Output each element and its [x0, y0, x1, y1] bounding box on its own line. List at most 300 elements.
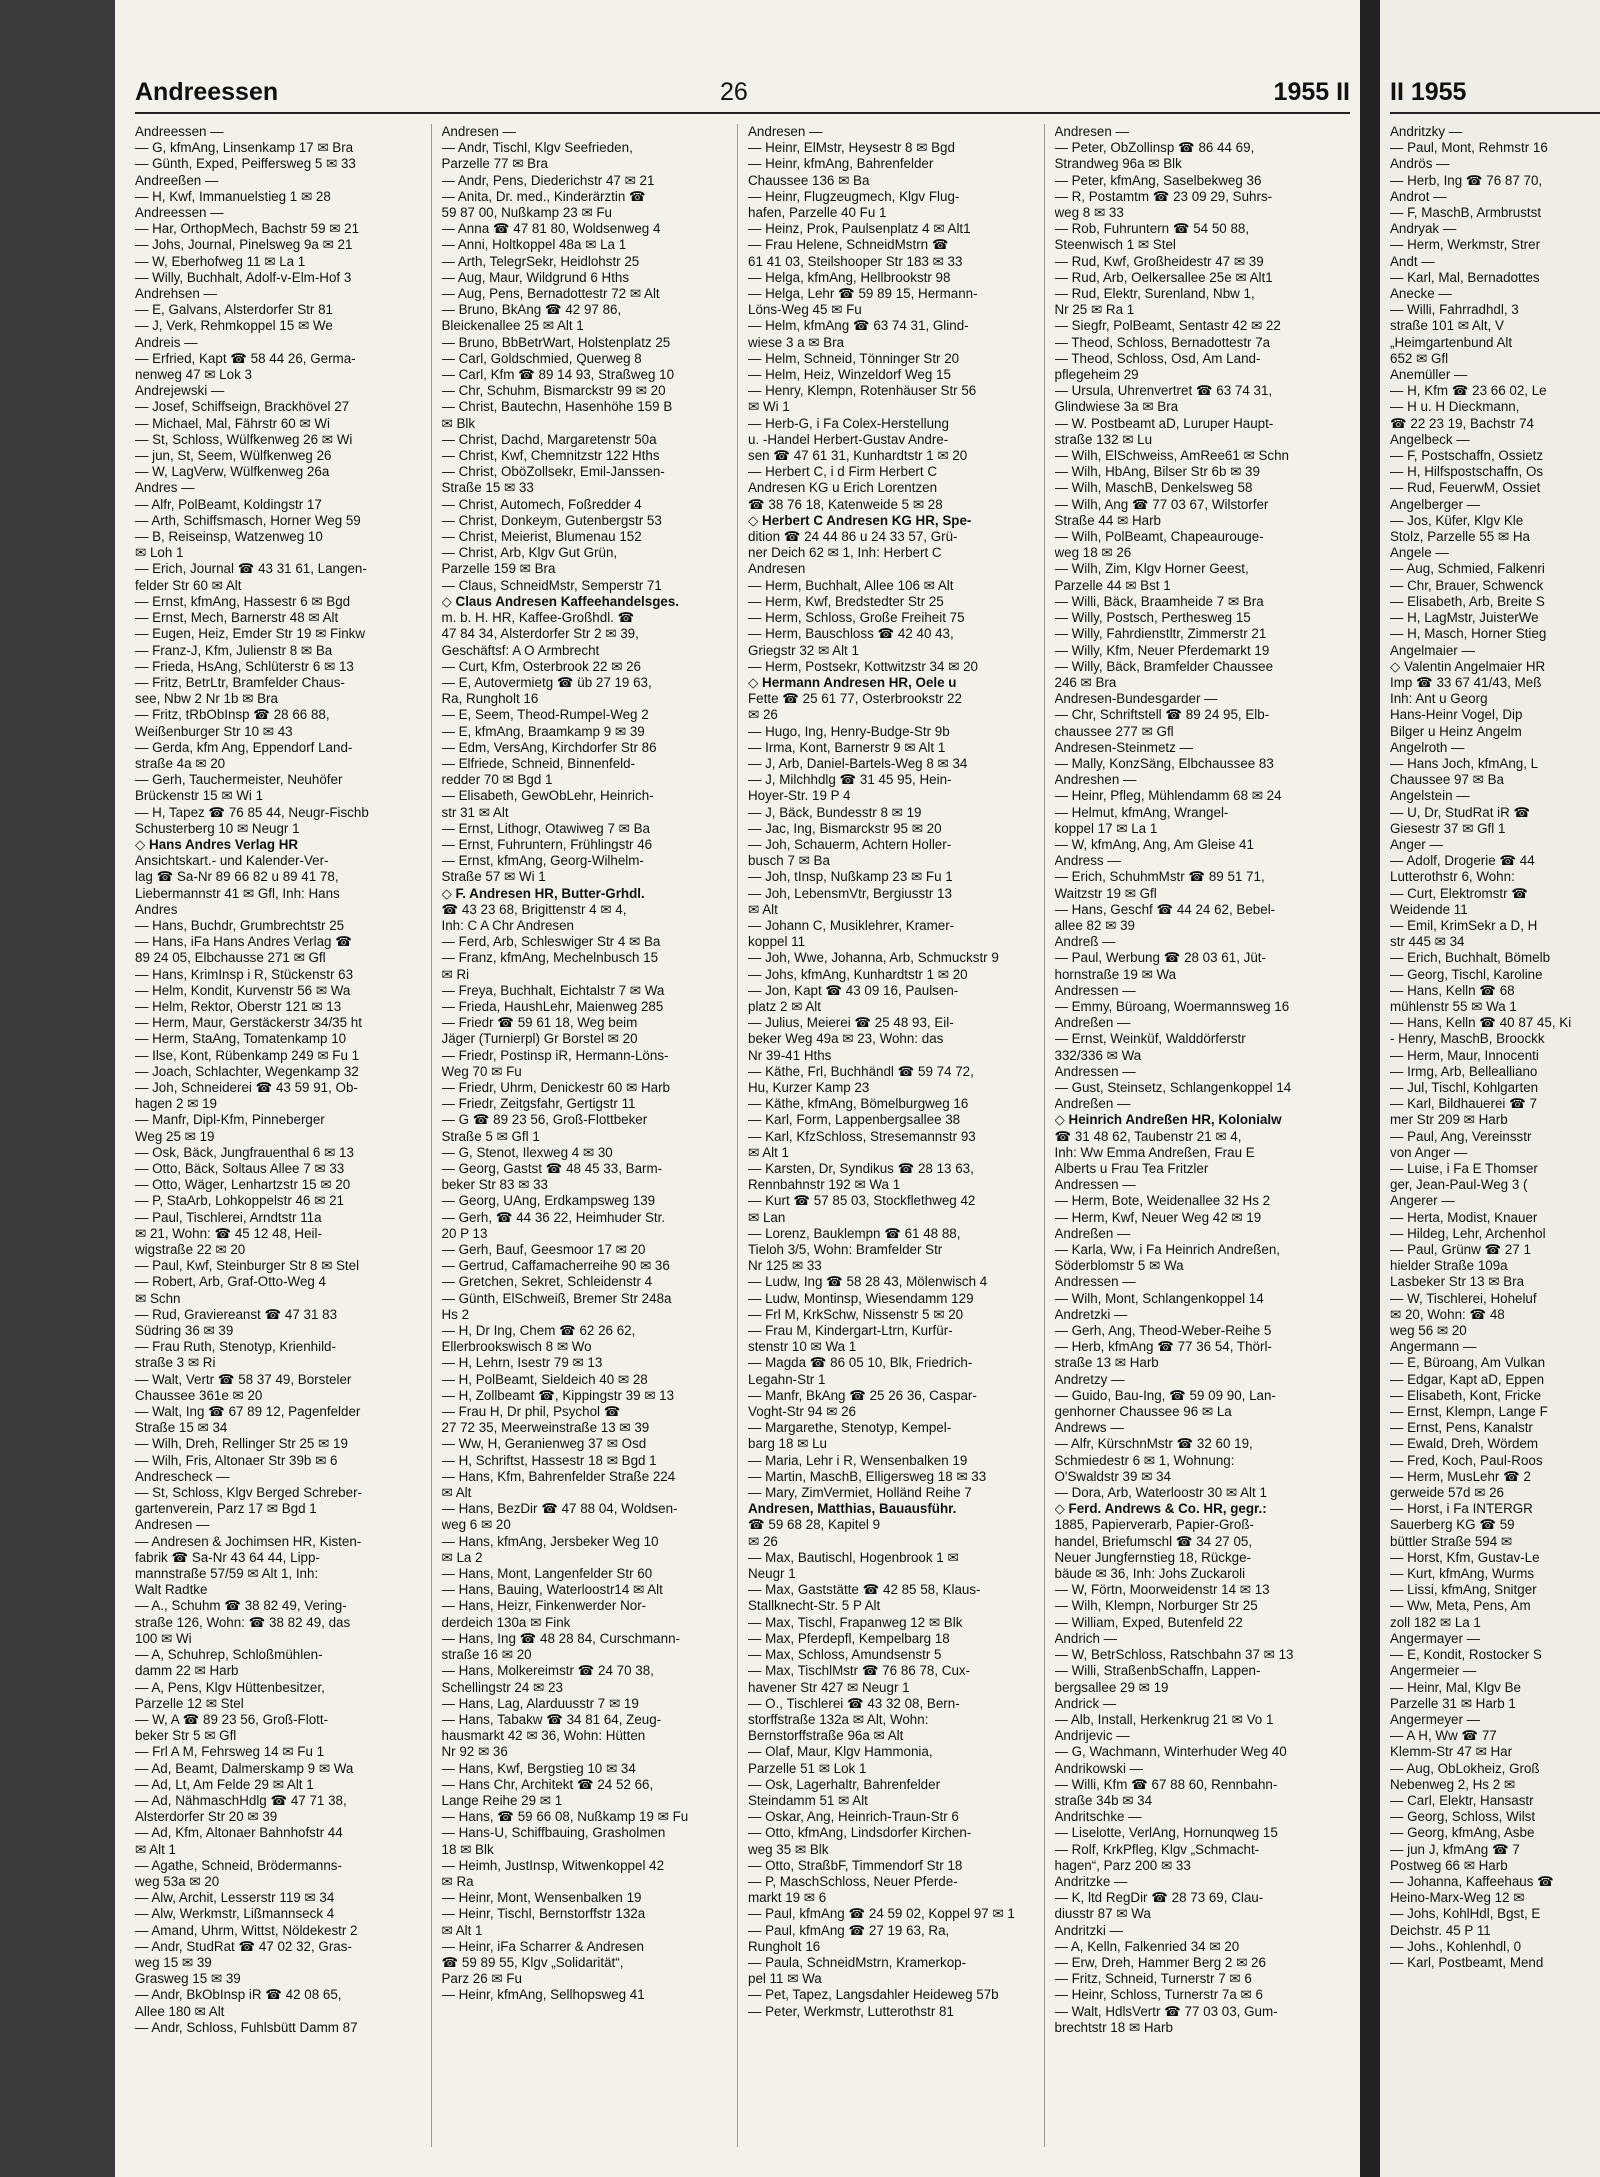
- directory-entry: gerweide 57d ✉ 26: [1390, 1485, 1504, 1501]
- directory-entry: Angele —: [1390, 545, 1449, 561]
- directory-entry: — Bruno, BbBetrWart, Holstenplatz 25: [441, 334, 671, 350]
- directory-entry: — Max, Pferdepfl, Kempelbarg 18: [748, 1630, 950, 1646]
- directory-entry: Hu, Kurzer Kamp 23: [748, 1079, 870, 1095]
- directory-entry: — Josef, Schiffseign, Brackhövel 27: [135, 399, 350, 415]
- directory-entry: — E, Seem, Theod-Rumpel-Weg 2: [441, 707, 649, 723]
- directory-entry: — Fritz, Schneid, Turnerstr 7 ✉ 6: [1054, 1971, 1252, 1987]
- directory-entry: Andresen: [748, 561, 806, 577]
- directory-entry: — Herb, kfmAng ☎ 77 36 54, Thörl-: [1054, 1339, 1272, 1355]
- directory-entry: — Willi, StraßenbSchaffn, Lappen-: [1054, 1663, 1261, 1679]
- directory-entry: Andreessen —: [135, 205, 224, 221]
- directory-entry: dition ☎ 24 44 86 u 24 33 57, Grü-: [748, 529, 958, 545]
- directory-entry: — Paula, SchneidMstrn, Kramerkop-: [748, 1954, 967, 1970]
- directory-entry: — Gerh, ☎ 44 36 22, Heimhuder Str.: [441, 1209, 666, 1225]
- directory-entry: — Chr, Schriftstell ☎ 89 24 95, Elb-: [1054, 707, 1270, 723]
- directory-entry: Lange Reihe 29 ✉ 1: [441, 1792, 563, 1808]
- directory-entry: Südring 36 ✉ 39: [135, 1323, 234, 1339]
- directory-entry: — Curt, Elektromstr ☎: [1390, 885, 1528, 901]
- directory-entry: — Herm, Buchhalt, Allee 106 ✉ Alt: [748, 577, 954, 593]
- directory-entry: Parzelle 31 ✉ Harb 1: [1390, 1695, 1516, 1711]
- directory-entry: — Heinr, kfmAng, Sellhopsweg 41: [441, 1987, 645, 2003]
- directory-entry: — Johann C, Musiklehrer, Kramer-: [748, 917, 955, 933]
- directory-entry: Nr 25 ✉ Ra 1: [1054, 302, 1135, 318]
- directory-entry: — Hans Joch, kfmAng, L: [1390, 755, 1539, 771]
- directory-entry: — Anni, Holtkoppel 48a ✉ La 1: [441, 237, 627, 253]
- directory-entry: Andresen-Steinmetz —: [1054, 739, 1193, 755]
- directory-entry: — Olaf, Maur, Klgv Hammonia,: [748, 1744, 933, 1760]
- directory-entry: — Maria, Lehr i R, Wensenbalken 19: [748, 1452, 968, 1468]
- directory-entry: Weg 70 ✉ Fu: [441, 1063, 522, 1079]
- directory-entry: ✉ 20, Wohn: ☎ 48: [1390, 1306, 1505, 1322]
- directory-entry: — Georg, Schloss, Wilst: [1390, 1809, 1536, 1825]
- directory-entry: — W, kfmAng, Ang, Am Gleise 41: [1054, 836, 1254, 852]
- directory-entry: derdeich 130a ✉ Fink: [441, 1614, 571, 1630]
- directory-entry: Anger —: [1390, 836, 1443, 852]
- directory-entry: — H, PolBeamt, Sieldeich 40 ✉ 28: [441, 1371, 648, 1387]
- directory-entry: 332/336 ✉ Wa: [1054, 1047, 1142, 1063]
- directory-entry: — Christ, Arb, Klgv Gut Grün,: [441, 545, 618, 561]
- directory-entry: — Frl A M, Fehrsweg 14 ✉ Fu 1: [135, 1744, 325, 1760]
- directory-entry: — Edgar, Kapt aD, Eppen: [1390, 1371, 1545, 1387]
- directory-entry: — Herm, Werkmstr, Strer: [1390, 237, 1541, 253]
- directory-entry: — Margarethe, Stenotyp, Kempel-: [748, 1420, 952, 1436]
- directory-entry: Andreßen —: [1054, 1225, 1131, 1241]
- directory-entry: 27 72 35, Meerweinstraße 13 ✉ 39: [441, 1420, 650, 1436]
- directory-entry: — Willi, Fahrradhdl, 3: [1390, 302, 1519, 318]
- directory-entry: — Heinr, Pfleg, Mühlendamm 68 ✉ 24: [1054, 788, 1282, 804]
- directory-entry: weg 35 ✉ Blk: [748, 1841, 829, 1857]
- directory-entry: — Hans, Heizr, Finkenwerder Nor-: [441, 1598, 647, 1614]
- directory-entry: 61 41 03, Steilshooper Str 183 ✉ 33: [748, 253, 963, 269]
- directory-entry: — H, Zollbeamt ☎, Kippingstr 39 ✉ 13: [441, 1387, 675, 1403]
- directory-entry: — Friedr ☎ 59 61 18, Weg beim: [441, 1015, 638, 1031]
- directory-entry: Andres: [135, 901, 178, 917]
- directory-entry: — Käthe, Frl, Buchhändl ☎ 59 74 72,: [748, 1063, 974, 1079]
- directory-entry: ger, Jean-Paul-Weg 3 (: [1390, 1177, 1528, 1193]
- directory-entry: Heino-Marx-Weg 12 ✉: [1390, 1890, 1525, 1906]
- directory-entry: stenstr 10 ✉ Wa 1: [748, 1339, 857, 1355]
- directory-entry: — W, BetrSchloss, Ratschbahn 37 ✉ 13: [1054, 1647, 1294, 1663]
- directory-entry: Parz 26 ✉ Fu: [441, 1971, 522, 1987]
- directory-entry: von Anger —: [1390, 1144, 1468, 1160]
- directory-entry: Andressen —: [1054, 1274, 1136, 1290]
- directory-entry: — Ad, NähmaschHdlg ☎ 47 71 38,: [135, 1792, 347, 1808]
- directory-entry: — Hans, Tabakw ☎ 34 81 64, Zeug-: [441, 1711, 662, 1727]
- directory-entry: — Herm, Maur, Innocenti: [1390, 1047, 1539, 1063]
- directory-entry: Andress —: [1054, 853, 1121, 869]
- directory-entry: — Andr, Schloss, Fuhlsbütt Damm 87: [135, 2019, 358, 2035]
- directory-entry: ☎ 43 23 68, Brigittenstr 4 ✉ 4,: [441, 901, 627, 917]
- directory-entry: Andritzki —: [1054, 1922, 1123, 1938]
- directory-entry: 89 24 05, Elbchausse 271 ✉ Gfl: [135, 950, 326, 966]
- directory-entry: — Alw, Archit, Lesserstr 119 ✉ 34: [135, 1890, 335, 1906]
- directory-entry: — Erich, SchuhmMstr ☎ 89 51 71,: [1054, 869, 1265, 885]
- directory-entry: m. b. H. HR, Kaffee-Großhdl. ☎: [441, 610, 635, 626]
- directory-entry: — J, Bäck, Bundesstr 8 ✉ 19: [748, 804, 922, 820]
- directory-entry: hagen 2 ✉ 19: [135, 1096, 217, 1112]
- directory-entry: Rungholt 16: [748, 1938, 821, 1954]
- directory-entry: — W, LagVerw, Wülfkenweg 26a: [135, 464, 330, 480]
- directory-entry: bergsallee 29 ✉ 19: [1054, 1679, 1169, 1695]
- directory-entry: Hs 2: [441, 1306, 470, 1322]
- directory-entry: — Dora, Arb, Waterloostr 30 ✉ Alt 1: [1054, 1485, 1267, 1501]
- directory-entry: — H, Schriftst, Hassestr 18 ✉ Bgd 1: [441, 1452, 657, 1468]
- directory-entry: „Heimgartenbund Alt: [1390, 334, 1513, 350]
- directory-entry: hagen“, Parz 200 ✉ 33: [1054, 1857, 1191, 1873]
- directory-entry: — Karsten, Dr, Syndikus ☎ 28 13 63,: [748, 1161, 974, 1176]
- directory-entry: — Peter, kfmAng, Saselbekweg 36: [1054, 172, 1262, 188]
- directory-entry: — Paul, Werbung ☎ 28 03 61, Jüt-: [1054, 950, 1266, 966]
- directory-entry: — Otto, Bäck, Soltaus Allee 7 ✉ 33: [135, 1161, 345, 1176]
- column-3: [748, 124, 1045, 2147]
- directory-entry: — Ad, Beamt, Dalmerskamp 9 ✉ Wa: [135, 1760, 354, 1776]
- columns: [135, 124, 1350, 2147]
- directory-entry: — Eugen, Heiz, Emder Str 19 ✉ Finkw: [135, 626, 366, 642]
- directory-entry: — Georg, UAng, Erdkampsweg 139: [441, 1193, 656, 1209]
- directory-entry: straße 4a ✉ 20: [135, 755, 226, 771]
- directory-entry: ☎ 59 68 28, Kapitel 9: [748, 1517, 881, 1533]
- directory-entry: — Elisabeth, Arb, Breite S: [1390, 593, 1545, 609]
- directory-entry: Andrescheck —: [135, 1468, 230, 1484]
- directory-entry: — Wilh, HbAng, Bilser Str 6b ✉ 39: [1054, 464, 1260, 480]
- directory-entry: Voght-Str 94 ✉ 26: [748, 1404, 856, 1420]
- directory-entry: Angermayer —: [1390, 1630, 1481, 1646]
- directory-entry: ◇ Hans Andres Verlag HR: [135, 836, 299, 852]
- directory-entry: zoll 182 ✉ La 1: [1390, 1614, 1481, 1630]
- directory-entry: ✉ 21, Wohn: ☎ 45 12 48, Heil-: [135, 1225, 322, 1241]
- directory-entry: — Gertrud, Caffamacherreihe 90 ✉ 36: [441, 1258, 670, 1274]
- directory-entry: Angelmaier —: [1390, 642, 1475, 658]
- directory-entry: — Jul, Tischl, Kohlgarten: [1390, 1079, 1539, 1095]
- directory-entry: — Luise, i Fa E Thomser: [1390, 1161, 1538, 1176]
- directory-entry: — Anna ☎ 47 81 80, Woldsenweg 4: [441, 221, 661, 237]
- directory-entry: Imp ☎ 33 67 41/43, Meß: [1390, 674, 1542, 690]
- directory-entry: - Henry, MaschB, Broockk: [1390, 1031, 1545, 1047]
- directory-entry: — Theod, Schloss, Osd, Am Land-: [1054, 350, 1261, 366]
- directory-entry: Schmiedestr 6 ✉ 1, Wohnung:: [1054, 1452, 1235, 1468]
- directory-entry: Andrick —: [1054, 1695, 1117, 1711]
- directory-entry: — St, Schloss, Wülfkenweg 26 ✉ Wi: [135, 431, 353, 447]
- directory-entry: Deichstr. 45 P 11: [1390, 1922, 1491, 1938]
- directory-entry: — H, Tapez ☎ 76 85 44, Neugr-Fischb: [135, 804, 369, 820]
- directory-entry: weg 18 ✉ 26: [1054, 545, 1132, 561]
- directory-entry: — Manfr, Dipl-Kfm, Pinneberger: [135, 1112, 325, 1128]
- directory-entry: — Helga, kfmAng, Hellbrookstr 98: [748, 269, 951, 285]
- directory-entry: — Wilh, Klempn, Norburger Str 25: [1054, 1598, 1258, 1614]
- directory-entry: ☎ 59 89 55, Klgv „Solidarität“,: [441, 1954, 624, 1970]
- directory-entry: — Carl, Elektr, Hansastr: [1390, 1792, 1534, 1808]
- directory-entry: — Ferd, Arb, Schleswiger Str 4 ✉ Ba: [441, 934, 661, 950]
- directory-entry: — Alw, Werkmstr, Lißmannseck 4: [135, 1906, 335, 1922]
- directory-entry: — Frau Ruth, Stenotyp, Krienhild-: [135, 1339, 336, 1355]
- directory-entry: — Gerh, Tauchermeister, Neuhöfer: [135, 772, 343, 788]
- directory-entry: — Hans, Buchdr, Grumbrechtstr 25: [135, 917, 345, 933]
- directory-entry: — Oskar, Ang, Heinrich-Traun-Str 6: [748, 1809, 959, 1825]
- directory-entry: — Wilh, Mont, Schlangenkoppel 14: [1054, 1290, 1264, 1306]
- directory-entry: — Joach, Schlachter, Wegenkamp 32: [135, 1063, 359, 1079]
- directory-entry: — Georg, kfmAng, Asbe: [1390, 1825, 1535, 1841]
- directory-entry: ◇ Claus Andresen Kaffeehandelsges.: [441, 593, 680, 609]
- directory-entry: — Alfr, PolBeamt, Koldingstr 17: [135, 496, 322, 512]
- directory-entry: — Wilh, Ang ☎ 77 03 67, Wilstorfer: [1054, 496, 1269, 512]
- directory-entry: Bernstorffstraße 96a ✉ Alt: [748, 1728, 904, 1744]
- directory-entry: Andreis —: [135, 334, 198, 350]
- directory-entry: ✉ 26: [748, 707, 778, 723]
- directory-entry: busch 7 ✉ Ba: [748, 853, 830, 869]
- directory-entry: — H, Masch, Horner Stieg: [1390, 626, 1547, 642]
- directory-entry: ✉ Alt 1: [748, 1144, 789, 1160]
- directory-entry: — W, Eberhofweg 11 ✉ La 1: [135, 253, 306, 269]
- directory-entry: weg 15 ✉ 39: [135, 1954, 212, 1970]
- directory-entry: — Frieda, HsAng, Schlüterstr 6 ✉ 13: [135, 658, 354, 674]
- directory-entry: pflegeheim 29: [1054, 367, 1139, 383]
- directory-entry: Andrejewski —: [135, 383, 225, 399]
- directory-entry: — Martin, MaschB, Elligersweg 18 ✉ 33: [748, 1468, 987, 1484]
- directory-entry: ✉ Schn: [135, 1290, 181, 1306]
- directory-entry: — Hans, Ing ☎ 48 28 84, Curschmann-: [441, 1630, 680, 1646]
- directory-entry: koppel 11: [748, 934, 806, 950]
- directory-entry: handel, Briefumschl ☎ 34 27 05,: [1054, 1533, 1253, 1549]
- next-page-header: [1390, 72, 1600, 114]
- directory-entry: sen ☎ 47 61 31, Kunhardtstr 1 ✉ 20: [748, 448, 968, 464]
- directory-entry: — Rud, Elektr, Surenland, Nbw 1,: [1054, 286, 1255, 302]
- directory-entry: Steenwisch 1 ✉ Stel: [1054, 237, 1176, 253]
- directory-entry: — Otto, Wäger, Lenhartzstr 15 ✉ 20: [135, 1177, 351, 1193]
- directory-entry: — H, Hilfspostschaffn, Os: [1390, 464, 1544, 480]
- directory-entry: 20 P 13: [441, 1225, 488, 1241]
- directory-entry: hielder Straße 109a: [1390, 1258, 1508, 1274]
- directory-entry: ◇ Herbert C Andresen KG HR, Spe-: [748, 512, 972, 528]
- directory-entry: — Hans, ☎ 59 66 08, Nußkamp 19 ✉ Fu: [441, 1809, 689, 1825]
- directory-entry: — Freya, Buchhalt, Eichtalstr 7 ✉ Wa: [441, 982, 665, 998]
- directory-entry: Andrich —: [1054, 1630, 1118, 1646]
- directory-entry: ☎ 31 48 62, Taubenstr 21 ✉ 4,: [1054, 1128, 1242, 1144]
- directory-entry: — Irma, Kont, Barnerstr 9 ✉ Alt 1: [748, 739, 946, 755]
- directory-entry: — Helm, Kondit, Kurvenstr 56 ✉ Wa: [135, 982, 351, 998]
- directory-entry: Nr 92 ✉ 36: [441, 1744, 508, 1760]
- directory-entry: — Guido, Bau-Ing, ☎ 59 09 90, Lan-: [1054, 1387, 1276, 1403]
- directory-entry: — Christ, OböZollsekr, Emil-Janssen-: [441, 464, 665, 480]
- directory-entry: — Hildeg, Lehr, Archenhol: [1390, 1225, 1546, 1241]
- directory-entry: — Paul, kfmAng ☎ 27 19 63, Ra,: [748, 1922, 950, 1938]
- directory-entry: — Hans Chr, Architekt ☎ 24 52 66,: [441, 1776, 654, 1792]
- directory-entry: straße 101 ✉ Alt, V: [1390, 318, 1504, 334]
- directory-entry: — F, Postschaffn, Ossietz: [1390, 448, 1544, 464]
- directory-entry: Griegstr 32 ✉ Alt 1: [748, 642, 859, 658]
- directory-entry: pel 11 ✉ Wa: [748, 1971, 822, 1987]
- directory-entry: — H, Dr Ing, Chem ☎ 62 26 62,: [441, 1323, 636, 1339]
- directory-entry: — Friedr, Postinsp iR, Hermann-Löns-: [441, 1047, 669, 1063]
- directory-entry: — Osk, Lagerhaltr, Bahrenfelder: [748, 1776, 941, 1792]
- directory-entry: lag ☎ Sa-Nr 89 66 82 u 89 41 78,: [135, 869, 339, 885]
- directory-entry: — G, kfmAng, Linsenkamp 17 ✉ Bra: [135, 140, 354, 156]
- directory-entry: — Max, Tischl, Frapanweg 12 ✉ Blk: [748, 1614, 963, 1630]
- directory-entry: Straße 15 ✉ 33: [441, 480, 534, 496]
- directory-entry: Ansichtskart.- und Kalender-Ver-: [135, 853, 329, 869]
- directory-entry: — Paul, Tischlerei, Arndtstr 11a: [135, 1209, 322, 1225]
- directory-entry: str 445 ✉ 34: [1390, 934, 1465, 950]
- directory-entry: Parzelle 159 ✉ Bra: [441, 561, 556, 577]
- directory-entry: mer Str 209 ✉ Harb: [1390, 1112, 1508, 1128]
- directory-entry: — Heinr, Flugzeugmech, Klgv Flug-: [748, 188, 960, 204]
- directory-entry: — Walt, Ing ☎ 67 89 12, Pagenfelder: [135, 1404, 361, 1420]
- directory-entry: — Kurt ☎ 57 85 03, Stockflethweg 42: [748, 1193, 976, 1209]
- directory-entry: — Liselotte, VerlAng, Hornunqweg 15: [1054, 1825, 1278, 1841]
- directory-entry: — Karl, Mal, Bernadottes: [1390, 269, 1540, 285]
- directory-entry: Brückenstr 15 ✉ Wi 1: [135, 788, 264, 804]
- directory-entry: — Gretchen, Sekret, Schleidenstr 4: [441, 1274, 653, 1290]
- directory-entry: — Ernst, kfmAng, Georg-Wilhelm-: [441, 853, 644, 869]
- directory-entry: — F, MaschB, Armbrustst: [1390, 205, 1542, 221]
- directory-entry: Andreeßen —: [135, 172, 219, 188]
- directory-entry: — jun J, kfmAng ☎ 7: [1390, 1841, 1520, 1857]
- directory-entry: Strandweg 96a ✉ Blk: [1054, 156, 1182, 172]
- directory-entry: — Helm, Heiz, Winzeldorf Weg 15: [748, 367, 951, 383]
- directory-entry: Andritschke —: [1054, 1809, 1142, 1825]
- directory-entry: barg 18 ✉ Lu: [748, 1436, 827, 1452]
- directory-entry: — J, Verk, Rehmkoppel 15 ✉ We: [135, 318, 333, 334]
- directory-entry: hafen, Parzelle 40 Fu 1: [748, 205, 887, 221]
- directory-entry: — Heinr, kfmAng, Bahrenfelder: [748, 156, 934, 172]
- directory-entry: — Helm, Schneid, Tönninger Str 20: [748, 350, 960, 366]
- directory-entry: — U, Dr, StudRat iR ☎: [1390, 804, 1531, 820]
- directory-entry: Weißenburger Str 10 ✉ 43: [135, 723, 293, 739]
- directory-entry: — Ernst, kfmAng, Hassestr 6 ✉ Bgd: [135, 593, 351, 609]
- directory-entry: ✉ La 2: [441, 1549, 483, 1565]
- directory-entry: — Heinr, Mal, Klgv Be: [1390, 1679, 1521, 1695]
- directory-entry: — Emil, KrimSekr a D, H: [1390, 917, 1538, 933]
- directory-entry: — W. Postbeamt aD, Luruper Haupt-: [1054, 415, 1274, 431]
- directory-entry: — A, Pens, Klgv Hüttenbesitzer,: [135, 1679, 325, 1695]
- directory-entry: Andressen —: [1054, 1063, 1136, 1079]
- directory-entry: — Pet, Tapez, Langsdahler Heideweg 57b: [748, 1987, 999, 2003]
- directory-entry: Andresen —: [748, 124, 823, 139]
- directory-entry: — Joh, LebensmVtr, Bergiusstr 13: [748, 885, 952, 901]
- directory-entry: Sauerberg KG ☎ 59: [1390, 1517, 1515, 1533]
- directory-entry: — Hans, Bauing, Waterloostr14 ✉ Alt: [441, 1582, 663, 1598]
- directory-entry: Andt —: [1390, 253, 1435, 269]
- directory-entry: ✉ Blk: [441, 415, 476, 431]
- directory-entry: — Andr, BkObInsp iR ☎ 42 08 65,: [135, 1987, 342, 2003]
- directory-entry: — Horst, i Fa INTERGR: [1390, 1501, 1533, 1517]
- directory-entry: — Helm, Rektor, Oberstr 121 ✉ 13: [135, 998, 342, 1014]
- directory-entry: — Herm, Bote, Weidenallee 32 Hs 2: [1054, 1193, 1271, 1209]
- directory-entry: — Alb, Install, Herkenkrug 21 ✉ Vo 1: [1054, 1711, 1274, 1727]
- directory-entry: 18 ✉ Blk: [441, 1841, 494, 1857]
- directory-entry: ✉ Lan: [748, 1209, 786, 1225]
- directory-entry: — Irmg, Arb, Bellealliano: [1390, 1063, 1538, 1079]
- directory-entry: — Gust, Steinsetz, Schlangenkoppel 14: [1054, 1079, 1292, 1095]
- directory-entry: — H u. H Dieckmann,: [1390, 399, 1520, 415]
- directory-entry: — H, Lehrn, Isestr 79 ✉ 13: [441, 1355, 603, 1371]
- directory-entry: beker Str 5 ✉ Gfl: [135, 1728, 237, 1744]
- directory-entry: Legahn-Str 1: [748, 1371, 826, 1387]
- directory-entry: — Joh, tInsp, Nußkamp 23 ✉ Fu 1: [748, 869, 953, 885]
- directory-entry: — Magda ☎ 86 05 10, Blk, Friedrich-: [748, 1355, 973, 1371]
- directory-entry: — Henry, Klempn, Rotenhäuser Str 56: [748, 383, 977, 399]
- directory-entry: markt 19 ✉ 6: [748, 1890, 827, 1906]
- directory-entry: Andrös —: [1390, 156, 1450, 172]
- directory-entry: — Gerh, Bauf, Geesmoor 17 ✉ 20: [441, 1242, 646, 1258]
- directory-entry: — Mally, KonzSäng, Elbchaussee 83: [1054, 755, 1274, 771]
- directory-entry: — Johs, Journal, Pinelsweg 9a ✉ 21: [135, 237, 353, 253]
- directory-entry: — Georg, Tischl, Karoline: [1390, 966, 1543, 982]
- directory-entry: Andreßen —: [1054, 1096, 1131, 1112]
- directory-entry: — Erich, Buchhalt, Bömelb: [1390, 950, 1551, 966]
- directory-entry: damm 22 ✉ Harb: [135, 1663, 239, 1679]
- directory-entry: — Johs, KohlHdl, Bgst, E: [1390, 1906, 1541, 1922]
- directory-entry: — Hans, Molkereimstr ☎ 24 70 38,: [441, 1663, 654, 1679]
- directory-entry: — E, Büroang, Am Vulkan: [1390, 1355, 1546, 1371]
- directory-entry: — Erfried, Kapt ☎ 58 44 26, Germa-: [135, 350, 356, 366]
- directory-entry: beker Weg 49a ✉ 23, Wohn: das: [748, 1031, 944, 1047]
- directory-entry: — Andr, StudRat ☎ 47 02 32, Gras-: [135, 1938, 352, 1954]
- directory-entry: — Osk, Bäck, Jungfrauenthal 6 ✉ 13: [135, 1144, 354, 1160]
- directory-entry: — Ernst, Weinküf, Walddörferstr: [1054, 1031, 1246, 1047]
- directory-entry: — jun, St, Seem, Wülfkenweg 26: [135, 448, 332, 464]
- directory-entry: Söderblomstr 5 ✉ Wa: [1054, 1258, 1184, 1274]
- directory-entry: — Willy, Kfm, Neuer Pferdemarkt 19: [1054, 642, 1270, 658]
- directory-entry: ✉ Ri: [441, 966, 470, 982]
- directory-entry: — Andresen & Jochimsen HR, Kisten-: [135, 1533, 362, 1549]
- directory-entry: — Ludw, Ing ☎ 58 28 43, Mölenwisch 4: [748, 1274, 988, 1290]
- directory-entry: mühlenstr 55 ✉ Wa 1: [1390, 998, 1517, 1014]
- directory-entry: — A H, Ww ☎ 77: [1390, 1728, 1497, 1744]
- directory-entry: — Alfr, KürschnMstr ☎ 32 60 19,: [1054, 1436, 1253, 1452]
- directory-entry: — Jos, Küfer, Klgv Kle: [1390, 512, 1524, 528]
- directory-entry: — Frau M, Kindergart-Ltrn, Kurfür-: [748, 1323, 953, 1339]
- directory-entry: — Peter, Werkmstr, Lutterothstr 81: [748, 2003, 954, 2019]
- directory-entry: — Wilh, Fris, Altonaer Str 39b ✉ 6: [135, 1452, 338, 1468]
- directory-entry: — Rolf, KrkPfleg, Klgv „Schmacht-: [1054, 1841, 1260, 1857]
- directory-entry: — Ww, Meta, Pens, Am: [1390, 1598, 1531, 1614]
- directory-entry: — Hans, KrimInsp i R, Stückenstr 63: [135, 966, 354, 982]
- directory-entry: — Carl, Goldschmied, Querweg 8: [441, 350, 642, 366]
- directory-entry: beker Str 83 ✉ 33: [441, 1177, 548, 1193]
- directory-entry: str 31 ✉ Alt: [441, 804, 509, 820]
- directory-entry: — Karla, Ww, i Fa Heinrich Andreßen,: [1054, 1242, 1280, 1258]
- directory-entry: — G ☎ 89 23 56, Groß-Flottbeker: [441, 1112, 648, 1128]
- directory-entry: — Carl, Kfm ☎ 89 14 93, Straßweg 10: [441, 367, 675, 383]
- directory-entry: Andryak —: [1390, 221, 1457, 237]
- directory-entry: — Aug, Pens, Bernadottestr 72 ✉ Alt: [441, 286, 660, 302]
- directory-entry: ☎ 38 76 18, Katenweide 5 ✉ 28: [748, 496, 943, 512]
- directory-entry: — Hans, Kelln ☎ 40 87 45, Ki: [1390, 1015, 1572, 1031]
- directory-entry: — Willy, Fahrdienstltr, Zimmerstr 21: [1054, 626, 1267, 642]
- directory-entry: — Jon, Kapt ☎ 43 09 16, Paulsen-: [748, 982, 959, 998]
- directory-entry: — Gerh, Ang, Theod-Weber-Reihe 5: [1054, 1323, 1272, 1339]
- directory-entry: O'Swaldstr 39 ✉ 34: [1054, 1468, 1171, 1484]
- directory-entry: Bleickenallee 25 ✉ Alt 1: [441, 318, 584, 334]
- directory-entry: weg 53a ✉ 20: [135, 1873, 220, 1889]
- directory-entry: weg 56 ✉ 20: [1390, 1323, 1467, 1339]
- directory-entry: Chaussee 97 ✉ Ba: [1390, 772, 1504, 788]
- directory-entry: — Willy, Buchhalt, Adolf-v-Elm-Hof 3: [135, 269, 352, 285]
- directory-entry: straße 132 ✉ Lu: [1054, 431, 1153, 447]
- directory-entry: — Elisabeth, Kont, Fricke: [1390, 1387, 1542, 1403]
- directory-entry: — G, Wachmann, Winterhuder Weg 40: [1054, 1744, 1287, 1760]
- directory-entry: — Frau H, Dr phil, Psychol ☎: [441, 1404, 621, 1420]
- directory-entry: — Wilh, ElSchweiss, AmRee61 ✉ Schn: [1054, 448, 1289, 464]
- directory-entry: — Ernst, Fuhruntern, Frühlingstr 46: [441, 836, 653, 852]
- directory-entry: — Hans, Kelln ☎ 68: [1390, 982, 1515, 998]
- directory-entry: — Robert, Arb, Graf-Otto-Weg 4: [135, 1274, 327, 1290]
- directory-entry: — Christ, Donkeym, Gutenbergstr 53: [441, 512, 662, 528]
- directory-entry: 47 84 34, Alsterdorfer Str 2 ✉ 39,: [441, 626, 639, 642]
- directory-entry: 59 87 00, Nußkamp 23 ✉ Fu: [441, 205, 613, 221]
- directory-entry: Chaussee 361e ✉ 20: [135, 1387, 263, 1403]
- directory-entry: — Hans, iFa Hans Andres Verlag ☎: [135, 934, 352, 950]
